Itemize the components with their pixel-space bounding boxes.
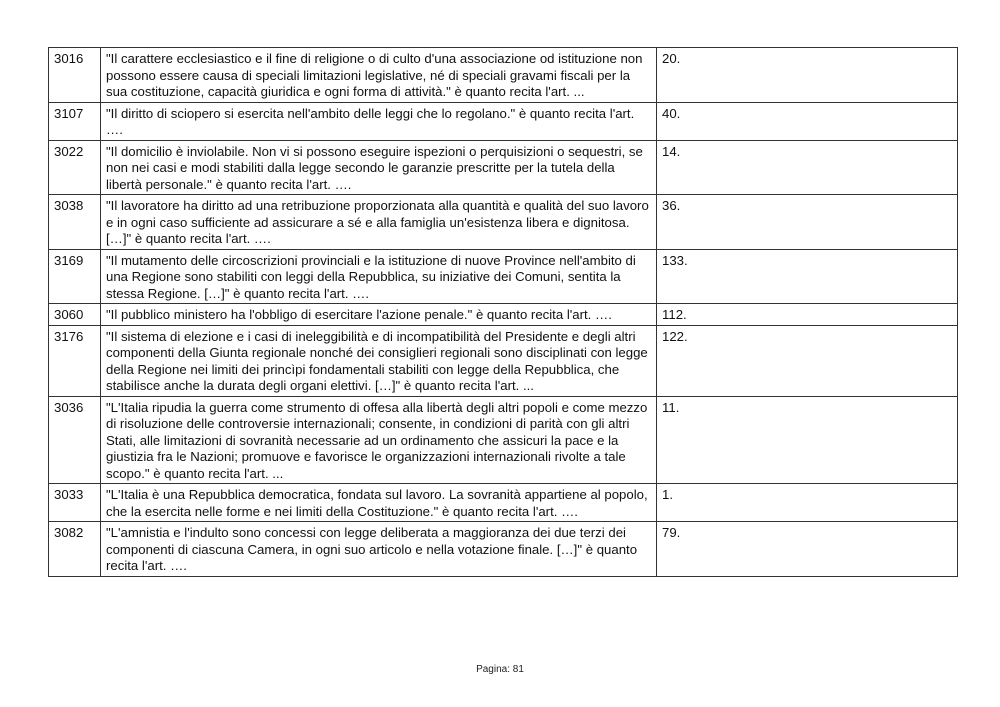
quiz-table	[48, 47, 958, 577]
question-text: "L'Italia ripudia la guerra come strumento di offesa alla libertà degli altri popoli e come mezzo di risoluzione delle controversie internazionali; consente, in condizioni di parità con gli altri Stati, alle limitazioni di sovranità necessarie ad un ordinamento che assicuri la pace e la giustizia fra le Nazioni; promuove e favorisce le organizzazioni internazionali rivolte a tale scopo." è quanto recita l'art. ...	[101, 396, 657, 484]
table-row	[49, 102, 958, 140]
answer-text: 122.	[657, 325, 958, 396]
question-id: 3038	[49, 195, 101, 250]
question-id: 3169	[49, 249, 101, 304]
question-id: 3016	[49, 48, 101, 103]
question-text: "Il lavoratore ha diritto ad una retribuzione proporzionata alla quantità e qualità del suo lavoro e in ogni caso sufficiente ad assicurare a sé e alla famiglia un'esistenza libera e dignitosa. […]" è quanto recita l'art. ….	[101, 195, 657, 250]
answer-text: 11.	[657, 396, 958, 484]
answer-text: 36.	[657, 195, 958, 250]
question-id: 3033	[49, 484, 101, 522]
answer-text: 112.	[657, 304, 958, 326]
question-id: 3060	[49, 304, 101, 326]
question-text: "Il mutamento delle circoscrizioni provinciali e la istituzione di nuove Province nell'ambito di una Regione sono stabiliti con leggi della Repubblica, su iniziative dei Comuni, sentita la stessa Regione. […]" è quanto recita l'art. ….	[101, 249, 657, 304]
question-text: "Il pubblico ministero ha l'obbligo di esercitare l'azione penale." è quanto recita l'art. ….	[101, 304, 657, 326]
question-id: 3107	[49, 102, 101, 140]
question-text: "L'Italia è una Repubblica democratica, fondata sul lavoro. La sovranità appartiene al popolo, che la esercita nelle forme e nei limiti della Costituzione." è quanto recita l'art. ….	[101, 484, 657, 522]
answer-text: 20.	[657, 48, 958, 103]
question-text: "Il domicilio è inviolabile. Non vi si possono eseguire ispezioni o perquisizioni o sequestri, se non nei casi e modi stabiliti dalla legge secondo le garanzie prescritte per la tutela della libertà personale." è quanto recita l'art. ….	[101, 140, 657, 195]
question-id: 3176	[49, 325, 101, 396]
answer-text: 133.	[657, 249, 958, 304]
table-row	[49, 195, 958, 250]
table-row	[49, 140, 958, 195]
table-row	[49, 522, 958, 577]
table-row	[49, 304, 958, 326]
answer-text: 1.	[657, 484, 958, 522]
page-number: Pagina: 81	[476, 664, 524, 675]
table-row	[49, 249, 958, 304]
answer-text: 40.	[657, 102, 958, 140]
table-row	[49, 484, 958, 522]
question-id: 3022	[49, 140, 101, 195]
table-row	[49, 48, 958, 103]
question-text: "Il sistema di elezione e i casi di ineleggibilità e di incompatibilità del Presidente e degli altri componenti della Giunta regionale nonché dei consiglieri regionali sono disciplinati con legge della Regione nei limiti dei princìpi fondamentali stabiliti con legge della Repubblica, che stabilisce anche la durata degli organi elettivi. […]" è quanto recita l'art. ...	[101, 325, 657, 396]
question-text: "L'amnistia e l'indulto sono concessi con legge deliberata a maggioranza dei due terzi dei componenti di ciascuna Camera, in ogni suo articolo e nella votazione finale. […]" è quanto recita l'art. ….	[101, 522, 657, 577]
question-id: 3082	[49, 522, 101, 577]
table-row	[49, 396, 958, 484]
question-text: "Il diritto di sciopero si esercita nell'ambito delle leggi che lo regolano." è quanto recita l'art. ….	[101, 102, 657, 140]
answer-text: 79.	[657, 522, 958, 577]
table-row	[49, 325, 958, 396]
question-id: 3036	[49, 396, 101, 484]
question-text: "Il carattere ecclesiastico e il fine di religione o di culto d'una associazione od istituzione non possono essere causa di speciali limitazioni legislative, né di speciali gravami fiscali per la sua costituzione, capacità giuridica e ogni forma di attività." è quanto recita l'art. ...	[101, 48, 657, 103]
answer-text: 14.	[657, 140, 958, 195]
